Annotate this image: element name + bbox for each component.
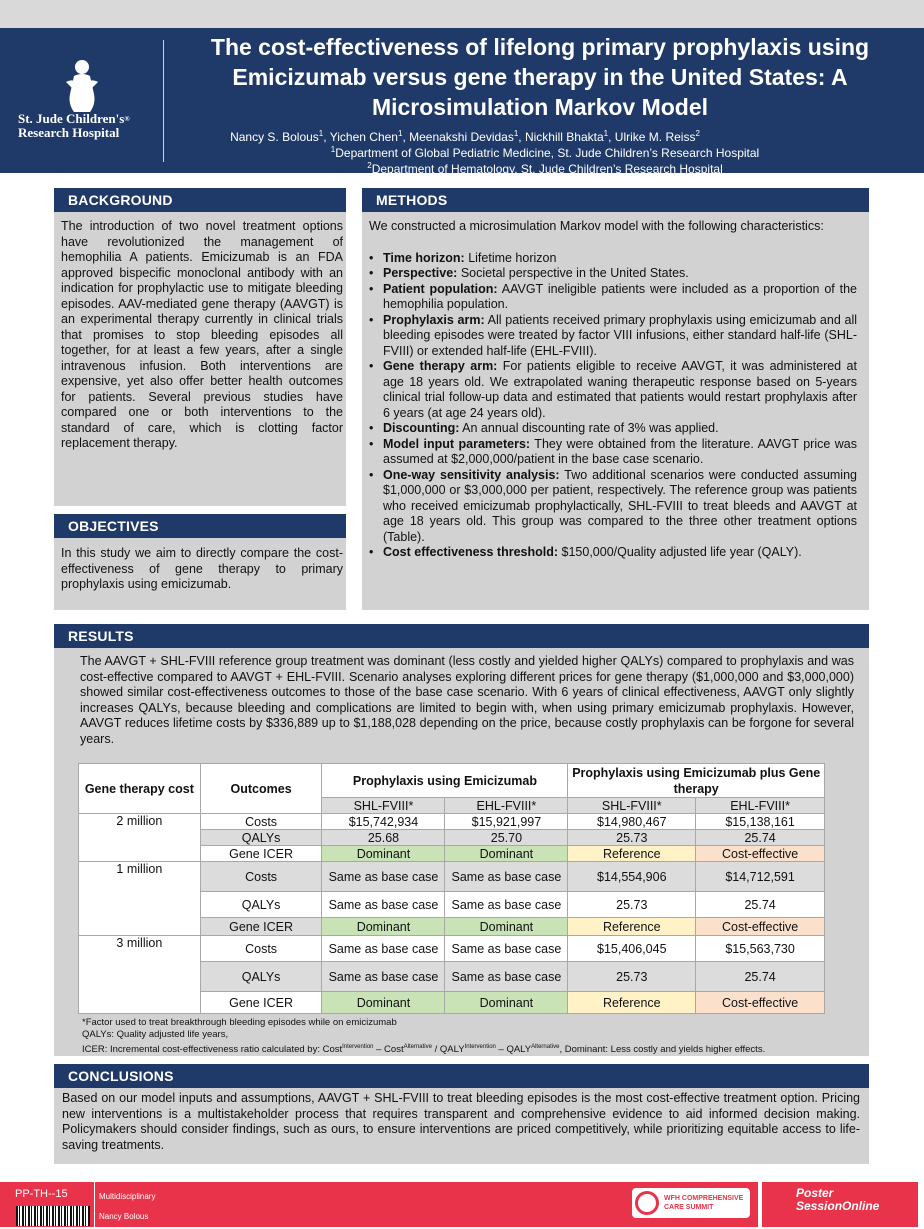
outcome-label: Costs [200, 862, 322, 892]
author-list: Nancy S. Bolous$^1$, Yichen Chen$^1$, Meenakshi Devidas$^1$, Nickhill Bhakta$^1$, Ulrike M. Reiss$^2$ [230, 129, 700, 144]
table-cell: Same as base case [322, 962, 445, 992]
table-notes [82, 1017, 862, 1056]
methods-intro: We constructed a microsimulation Markov model with the following characteristics: [369, 219, 824, 233]
table-cell: 25.73 [568, 830, 696, 846]
icer-dominant-cell: Dominant [445, 846, 568, 862]
objectives-heading: OBJECTIVES [54, 514, 346, 538]
table-cell: $15,563,730 [696, 936, 825, 962]
col-head-outcomes: Outcomes [200, 764, 322, 814]
table-cell: Same as base case [322, 892, 445, 918]
col-head-group-emicizumab: Prophylaxis using Emicizumab [322, 764, 568, 798]
methods-list [369, 251, 857, 561]
table-cell: $15,406,045 [568, 936, 696, 962]
conclusions-heading: CONCLUSIONS [54, 1064, 869, 1088]
track-label: Multidisciplinary [99, 1192, 156, 1201]
st-jude-logo [18, 52, 148, 152]
poster-title: The cost-effectiveness of lifelong primary prophylaxis using Emicizumab versus gene therapy in the United States: A Microsimulation Markov Model [210, 34, 870, 120]
subcol-head: SHL-FVIII* [568, 798, 696, 814]
table-cell: 25.74 [696, 892, 825, 918]
background-text: The introduction of two novel treatment options have revolutionized the management of hemophilia A patients. Emicizumab is an FDA approved bispecific monoclonal antibody with an indication for prophylactic use to mitigate bleeding episodes. AAV-mediated gene therapy (AAVGT) is an experimental therapy currently in clinical trials that promises to stop bleeding episodes all together, for at least a few years, after a single intravenous infusion. Both interventions are expensive, yet also offer better health outcomes for patients. Several previous studies have compared one or both interventions to the standard of care, which is clotting factor replacement therapy. [61, 219, 343, 450]
table-cell: $14,554,906 [568, 862, 696, 892]
wfh-globe-icon [635, 1191, 659, 1215]
wfh-summit-logo: WFH COMPREHENSIVE CARE SUMMIT [632, 1188, 750, 1218]
methods-item: • Prophylaxis arm: All patients received primary prophylaxis using emicizumab and all bleeding episodes were treated by factor VIII infusions, either standard half-life (SHL-FVIII) or extended half-life (EHL-FVIII). [369, 313, 857, 360]
table-cell: 25.73 [568, 892, 696, 918]
table-cell: $14,712,591 [696, 862, 825, 892]
subcol-head: SHL-FVIII* [322, 798, 445, 814]
methods-item: • Discounting: An annual discounting rate of 3% was applied. [369, 421, 857, 437]
outcome-label: Gene ICER [200, 846, 322, 862]
table-cell: Same as base case [445, 892, 568, 918]
outcome-label: QALYs [200, 830, 322, 846]
methods-item: • Perspective: Societal perspective in the United States. [369, 266, 857, 282]
footnote-factor: *Factor used to treat breakthrough bleeding episodes while on emicizumab [82, 1017, 397, 1028]
icer-cost-effective-cell: Cost-effective [696, 918, 825, 936]
background-heading: BACKGROUND [54, 188, 346, 212]
objectives-text: In this study we aim to directly compare the cost-effectiveness of gene therapy to primary prophylaxis using emicizumab. [61, 546, 343, 591]
top-strip [0, 0, 924, 28]
table-cell: 25.73 [568, 962, 696, 992]
poster-session-online-logo[interactable]: Poster SessionOnline [796, 1186, 880, 1213]
table-cell: 25.74 [696, 962, 825, 992]
methods-body [369, 219, 857, 561]
scenario-cost: 2 million [79, 814, 201, 862]
col-head-cost: Gene therapy cost [79, 764, 201, 814]
results-heading: RESULTS [54, 624, 869, 648]
logo-wordmark: St. Jude Children's® Research Hospital [18, 111, 130, 140]
outcome-label: Costs [200, 814, 322, 830]
table-cell: $14,980,467 [568, 814, 696, 830]
footnote-qaly: QALYs: Quality adjusted life years, [82, 1029, 229, 1040]
icer-dominant-cell: Dominant [445, 918, 568, 936]
affiliation-2: $^2$Department of Hematology, St. Jude Children’s Research Hospital [367, 161, 723, 176]
table-cell: Same as base case [445, 936, 568, 962]
table-row [79, 936, 825, 962]
table-cell: 25.68 [322, 830, 445, 846]
col-head-group-gene-therapy: Prophylaxis using Emicizumab plus Gene therapy [568, 764, 825, 798]
table-cell: $15,138,161 [696, 814, 825, 830]
poster-footer [0, 1180, 924, 1229]
outcome-label: QALYs [200, 892, 322, 918]
outcome-label: QALYs [200, 962, 322, 992]
footnote-icer: ICER: Incremental cost-effectiveness ratio calculated by: Cost$^{Intervention}$ – Cost$^{Alternative}$ / $QALY^{Intervention}$ – $QALY^{Alternative}$, Dominant: Less costly and yields higher effects. [82, 1044, 766, 1056]
subcol-head: EHL-FVIII* [696, 798, 825, 814]
icer-reference-cell: Reference [568, 918, 696, 936]
methods-item: • Patient population: AAVGT ineligible patients were included as a proportion of the hemophilia population. [369, 282, 857, 313]
icer-reference-cell: Reference [568, 992, 696, 1014]
methods-item: • One-way sensitivity analysis: Two additional scenarios were conducted assuming $1,000,000 or $3,000,000 per patient, respectively. The reference group was patients who received emicizumab prophylactically, SHL-FVIII to treat bleeds and AAVGT at age 18 years old. This group was compared to the three other treatment options (Table). [369, 468, 857, 546]
poster-header [0, 28, 924, 176]
barcode-icon [16, 1206, 90, 1226]
methods-item: • Model input parameters: They were obtained from the literature. AAVGT price was assumed at $2,000,000/patient in the base case scenario. [369, 437, 857, 468]
scenario-cost: 1 million [79, 862, 201, 936]
results-table [78, 763, 825, 1014]
icer-dominant-cell: Dominant [322, 918, 445, 936]
methods-heading: METHODS [362, 188, 869, 212]
table-cell: $15,742,934 [322, 814, 445, 830]
icer-dominant-cell: Dominant [322, 846, 445, 862]
table-cell: Same as base case [322, 936, 445, 962]
presenter-label: Nancy Bolous [99, 1212, 149, 1221]
table-cell: Same as base case [445, 862, 568, 892]
outcome-label: Gene ICER [200, 918, 322, 936]
child-figure-icon [60, 58, 104, 114]
scenario-cost: 3 million [79, 936, 201, 1014]
results-text: The AAVGT + SHL-FVIII reference group treatment was dominant (less costly and yielded higher QALYs) compared to prophylaxis and was cost-effective compared to AAVGT + EHL-FVIII. Scenario analyses exploring different prices for gene therapy ($1,000,000 and $3,000,000) showed similar cost-effectiveness outcomes to those of the base case scenario. With 6 years of clinical effectiveness, AAVGT only slightly increases QALYs, because bleeding and complications are limited to begin with, when using primary emicizumab prophylaxis. However, AAVGT reduces lifetime costs by $336,889 up to $1,188,028 depending on the price, because costly prophylaxis can be forgone for several years. [80, 654, 854, 746]
affiliation-1: $^1$Department of Global Pediatric Medicine, St. Jude Children’s Research Hospital [330, 145, 760, 160]
methods-item: • Time horizon: Lifetime horizon [369, 251, 857, 267]
poster-code: PP-TH--15 [15, 1188, 68, 1200]
icer-reference-cell: Reference [568, 846, 696, 862]
methods-item: • Cost effectiveness threshold: $150,000/Quality adjusted life year (QALY). [369, 545, 857, 561]
outcome-label: Costs [200, 936, 322, 962]
footer-code-block [0, 1182, 94, 1227]
icer-cost-effective-cell: Cost-effective [696, 992, 825, 1014]
table-cell: $15,921,997 [445, 814, 568, 830]
methods-item: • Gene therapy arm: For patients eligible to receive AAVGT, it was administered at age 18 years old. We extrapolated waning therapeutic response based on 5-years clinical trial follow-up data and estimated that patients would restart prophylaxis after 6 years (at age 24 years old). [369, 359, 857, 421]
icer-cost-effective-cell: Cost-effective [696, 846, 825, 862]
subcol-head: EHL-FVIII* [445, 798, 568, 814]
table-row [79, 862, 825, 892]
outcome-label: Gene ICER [200, 992, 322, 1014]
table-row [79, 814, 825, 830]
conclusions-text: Based on our model inputs and assumptions, AAVGT + SHL-FVIII to treat bleeding episodes is the most cost-effective treatment option. Pricing new interventions is a multistakeholder process that requires transparent and comprehensive evidence to aid informed decision making. Policymakers should consider findings, such as ours, to ensure interventions are priced competitively, while prioritizing equitable access to life-saving treatments. [62, 1091, 860, 1152]
table-cell: 25.70 [445, 830, 568, 846]
table-cell: 25.74 [696, 830, 825, 846]
icer-dominant-cell: Dominant [322, 992, 445, 1014]
table-cell: Same as base case [322, 862, 445, 892]
header-divider [163, 40, 164, 162]
icer-dominant-cell: Dominant [445, 992, 568, 1014]
table-cell: Same as base case [445, 962, 568, 992]
